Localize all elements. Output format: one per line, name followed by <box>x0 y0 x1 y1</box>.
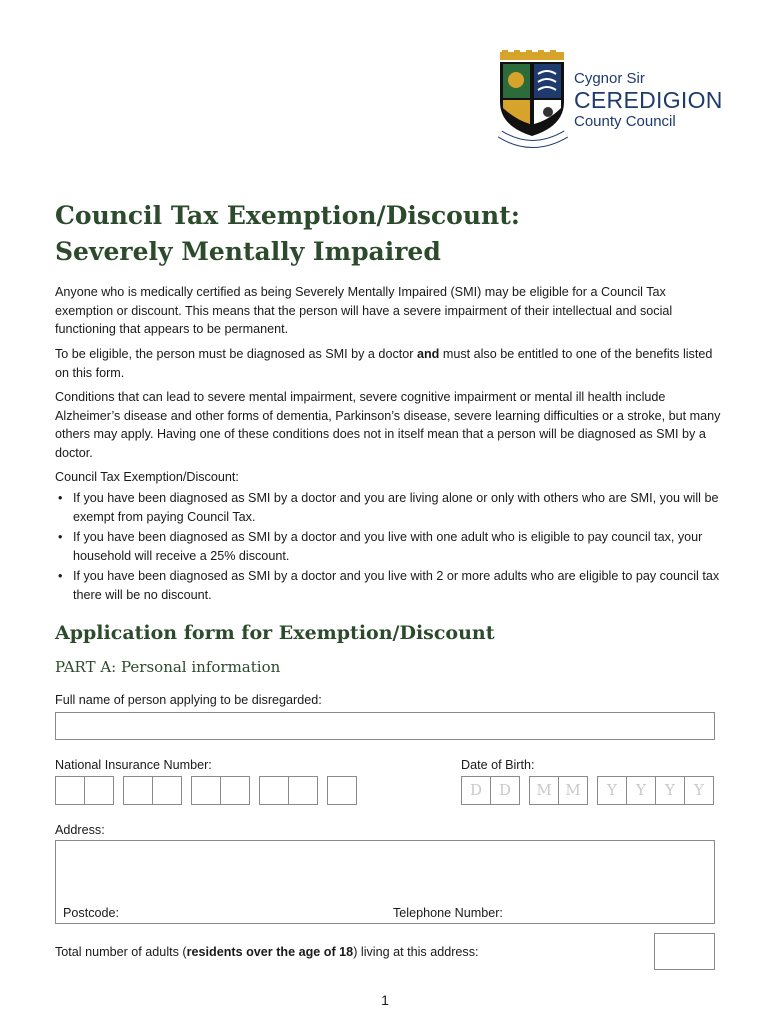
bullet-icon: • <box>58 491 63 505</box>
p2-emphasis: and <box>416 347 440 361</box>
ni-digit-box[interactable] <box>55 776 85 805</box>
ni-digit-box[interactable] <box>84 776 114 805</box>
council-logo <box>494 50 734 160</box>
p2-text-after: must also be entitled to one of the benefits listed on this form. <box>55 347 713 380</box>
postcode-label: Postcode: <box>63 906 120 920</box>
intro-paragraph-1: Anyone who is medically certified as being Severely Mentally Impaired (SMI) may be eligible for a Council Tax exemption or discount. This means that the person will have a severe impairment of their intellectual and social functioning that appears to be permanent. <box>55 285 673 337</box>
dob-label: Date of Birth: <box>461 758 535 772</box>
list-item-text: If you have been diagnosed as SMI by a doctor and you live with 2 or more adults who are eligible to pay council tax there will be no discount. <box>73 569 720 602</box>
adults-text-after: ) living at this address: <box>353 945 479 959</box>
list-item <box>55 528 727 565</box>
page-number: 1 <box>381 992 389 1008</box>
intro-paragraph-2 <box>55 345 727 382</box>
p2-text-before: To be eligible, the person must be diagnosed as SMI by a doctor <box>55 347 417 361</box>
title-line-2: Severely Mentally Impaired <box>55 237 441 266</box>
bullet-icon: • <box>58 569 63 584</box>
adults-emphasis: residents over the age of 18 <box>186 945 354 959</box>
ni-digit-box[interactable] <box>259 776 289 805</box>
form-heading: Application form for Exemption/Discount <box>55 622 495 644</box>
council-crest-icon <box>494 50 572 150</box>
telephone-label: Telephone Number: <box>393 906 503 920</box>
part-a-heading: PART A: Personal information <box>55 658 281 676</box>
ni-digit-box[interactable] <box>327 776 357 805</box>
exemption-list-heading: Council Tax Exemption/Discount: <box>55 470 239 484</box>
list-item-text: If you have been diagnosed as SMI by a doctor and you live with one adult who is eligible to pay council tax, your household will receive a 25% discount. <box>73 530 703 563</box>
dob-year-box[interactable]: Y <box>597 776 627 805</box>
page-title <box>55 198 735 270</box>
dob-month-box[interactable]: M <box>558 776 588 805</box>
address-label: Address: <box>55 823 105 837</box>
exemption-bullet-list <box>55 489 727 607</box>
list-item <box>55 489 727 526</box>
dob-year-box[interactable]: Y <box>655 776 685 805</box>
full-name-field[interactable] <box>55 712 715 740</box>
dob-year-box[interactable]: Y <box>626 776 656 805</box>
ni-digit-box[interactable] <box>152 776 182 805</box>
dob-day-box[interactable]: D <box>490 776 520 805</box>
ni-digit-box[interactable] <box>288 776 318 805</box>
bullet-icon: • <box>58 530 63 545</box>
full-name-label: Full name of person applying to be disregarded: <box>55 693 322 707</box>
adults-count-field[interactable] <box>654 933 715 970</box>
adults-count-label <box>55 944 479 960</box>
dob-day-box[interactable]: D <box>461 776 491 805</box>
adults-text-before: Total number of adults ( <box>55 945 187 959</box>
list-item-text: If you have been diagnosed as SMI by a doctor and you are living alone or only with others who are SMI, you will be exempt from paying Council Tax. <box>73 491 719 524</box>
intro-paragraph-3: Conditions that can lead to severe mental impairment, severe cognitive impairment or mental ill health include Alzheimer’s disease and other forms of dementia, Parkinson’s disease, severe learning difficulties or a stroke, but many others may apply. Having one of these conditions does not in itself mean that a person will be diagnosed as SMI by a doctor. <box>55 390 721 460</box>
title-line-1: Council Tax Exemption/Discount: <box>55 201 520 230</box>
ni-number-label: National Insurance Number: <box>55 758 212 772</box>
ni-digit-box[interactable] <box>220 776 250 805</box>
ni-digit-box[interactable] <box>123 776 153 805</box>
logo-line-county-council: County Council <box>574 113 676 130</box>
logo-line-cygnor: Cygnor Sir <box>574 70 645 87</box>
list-item <box>55 567 727 604</box>
ni-digit-box[interactable] <box>191 776 221 805</box>
dob-year-box[interactable]: Y <box>684 776 714 805</box>
dob-month-box[interactable]: M <box>529 776 559 805</box>
logo-line-ceredigion: CEREDIGION <box>574 87 723 113</box>
logo-wordmark <box>574 70 723 130</box>
address-field[interactable] <box>55 840 715 924</box>
